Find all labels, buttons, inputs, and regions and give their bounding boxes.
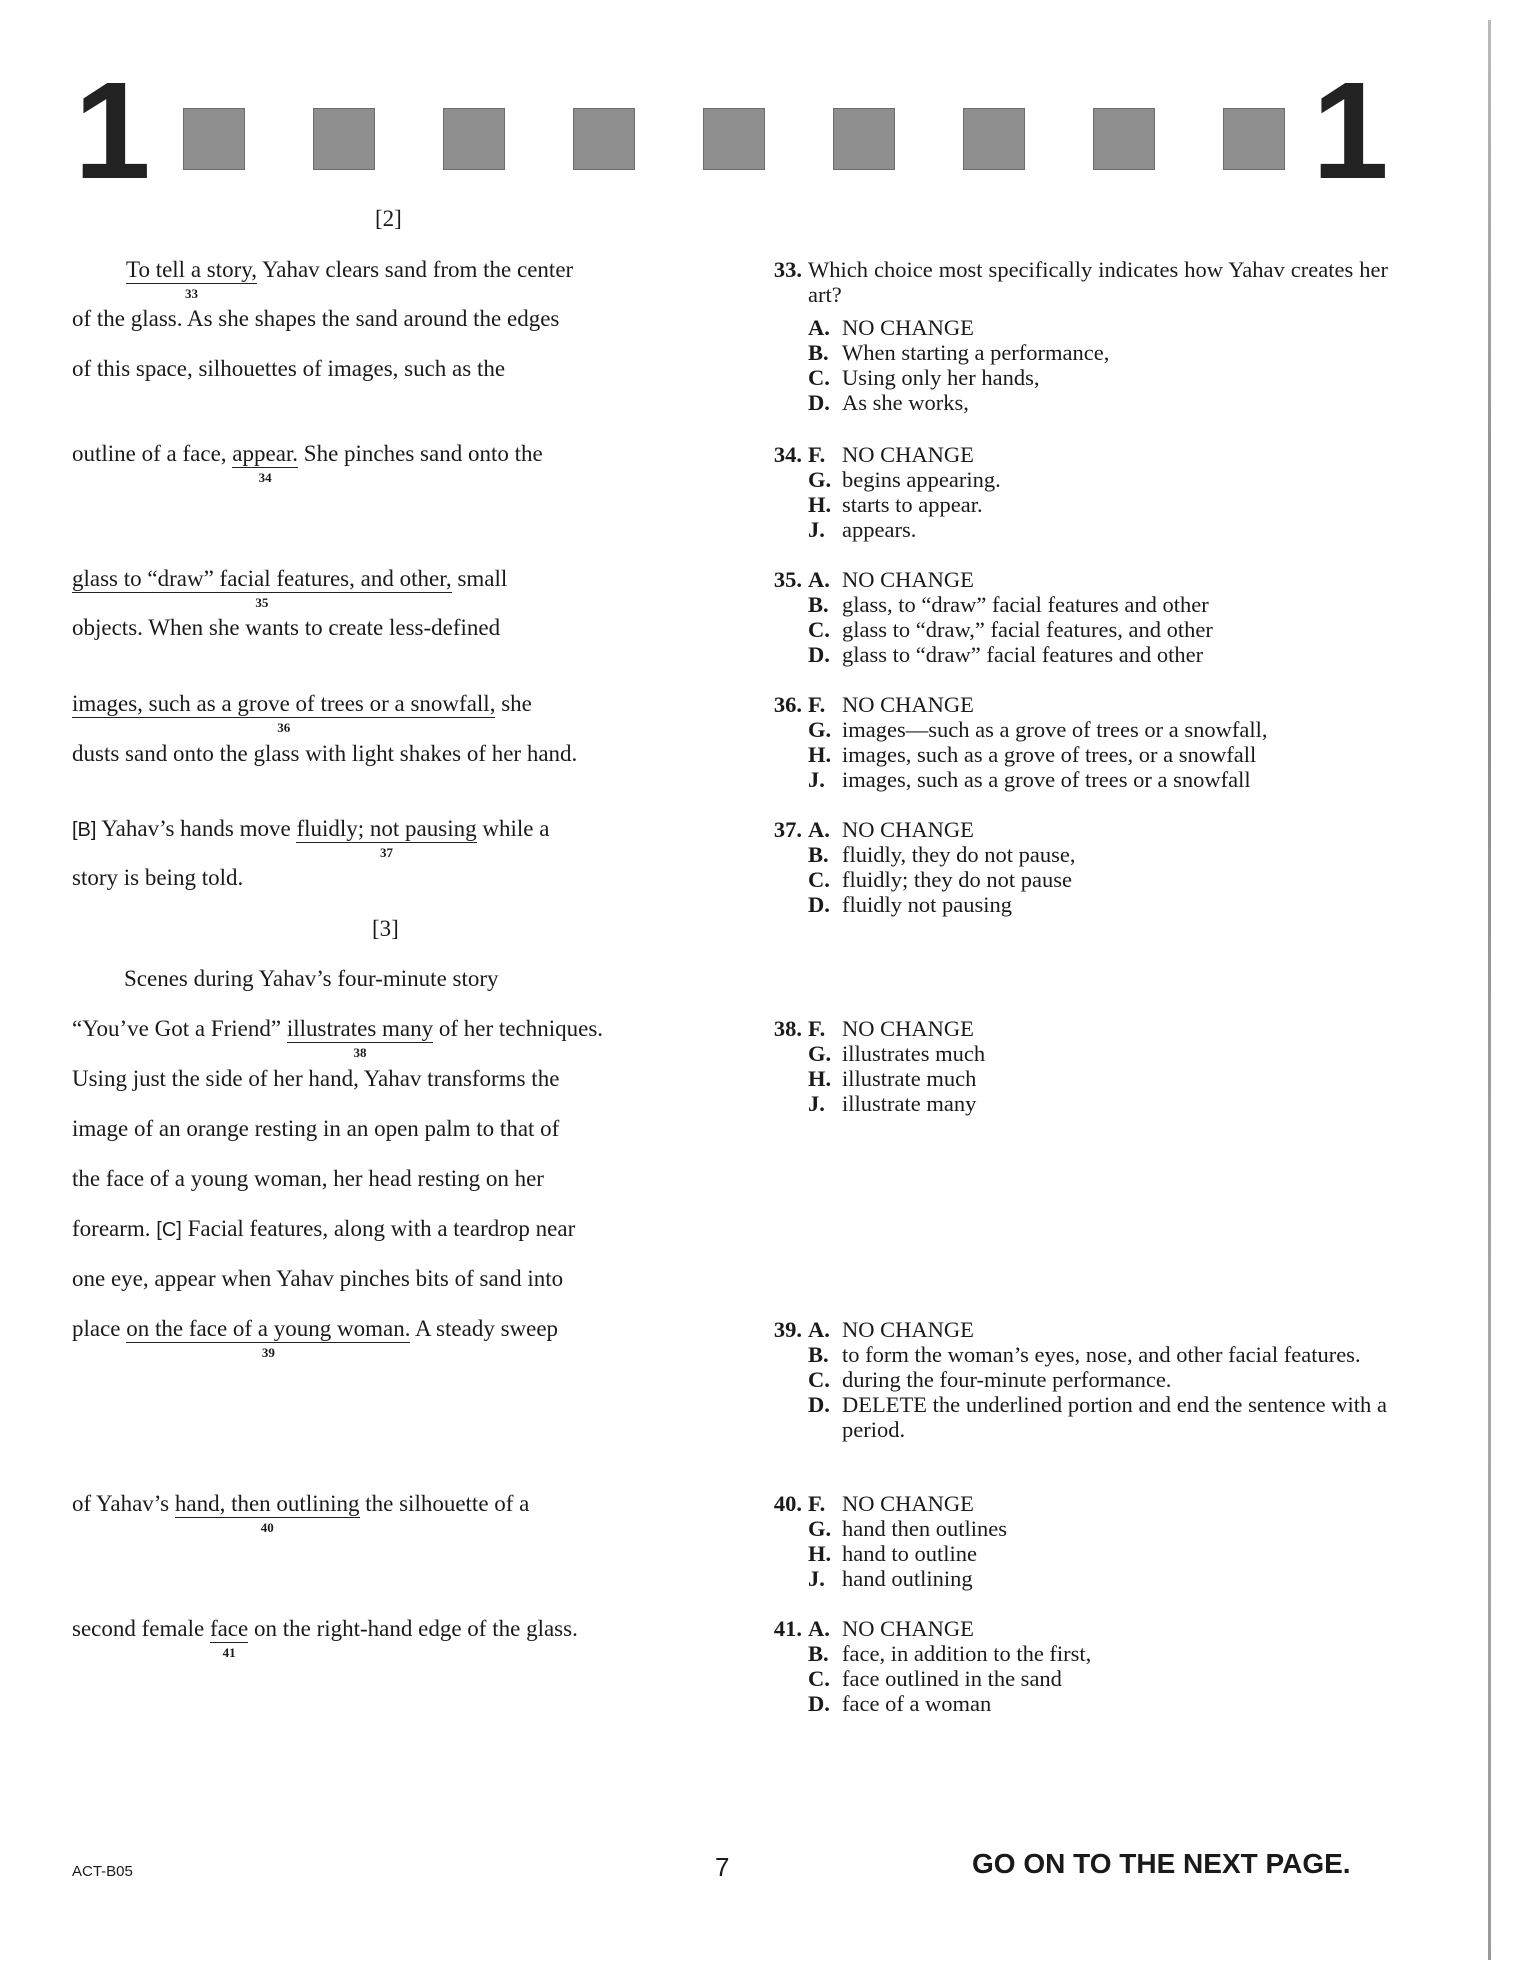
passage-line: forearm. [C] Facial features, along with a teardrop near <box>72 1216 576 1241</box>
paragraph-marker-b: [B] <box>72 819 97 841</box>
paragraph-marker-c: [C] <box>156 1219 182 1241</box>
question-36: 36. F. NO CHANGE G. images—such as a grove of trees or a snowfall, H. images, such as a grove of trees, or a snowfall J. images, such as a grove of trees or a snowfall <box>773 692 1268 792</box>
passage-line: outline of a face, appear. 34 She pinches sand onto the <box>72 441 543 485</box>
underlined-33: To tell a story, 33 <box>126 257 258 301</box>
header-square <box>833 108 895 170</box>
paragraph-number-3: [3] <box>372 916 399 941</box>
header-square <box>313 108 375 170</box>
header-square <box>183 108 245 170</box>
underlined-40: hand, then outlining 40 <box>174 1491 360 1535</box>
paragraph-number-2: [2] <box>375 206 402 231</box>
passage-line: story is being told. <box>72 865 244 890</box>
passage-line: [B] Yahav’s hands move fluidly; not pausing 37 while a <box>72 816 550 860</box>
header-square <box>703 108 765 170</box>
underlined-38: illustrates many 38 <box>286 1016 434 1060</box>
header-square <box>1093 108 1155 170</box>
question-35: 35. A. NO CHANGE B. glass, to “draw” facial features and other C. glass to “draw,” facial features, and other D. glass to “draw” facial features and other <box>773 567 1213 667</box>
passage-line: second female face 41 on the right-hand edge of the glass. <box>72 1616 578 1660</box>
section-number-left: 1 <box>74 54 151 208</box>
question-40: 40. F. NO CHANGE G. hand then outlines H. hand to outline J. hand outlining <box>773 1491 1007 1591</box>
underlined-39: on the face of a young woman. 39 <box>126 1316 411 1360</box>
section-number-right: 1 <box>1312 54 1389 208</box>
passage-line: one eye, appear when Yahav pinches bits of sand into <box>72 1266 564 1291</box>
underlined-41: face 41 <box>209 1616 249 1660</box>
page-number: 7 <box>715 1852 730 1882</box>
underlined-37: fluidly; not pausing 37 <box>296 816 477 860</box>
question-37: 37. A. NO CHANGE B. fluidly, they do not pause, C. fluidly; they do not pause D. fluidly not pausing <box>773 817 1076 917</box>
passage-line: Using just the side of her hand, Yahav transforms the <box>72 1066 560 1091</box>
passage-line: of the glass. As she shapes the sand around the edges <box>72 306 560 331</box>
passage-line: images, such as a grove of trees or a snowfall, 36 she <box>72 691 532 735</box>
passage-line: To tell a story, 33 Yahav clears sand from the center <box>126 257 574 301</box>
underlined-35: glass to “draw” facial features, and other, 35 <box>72 566 452 610</box>
header-square <box>1223 108 1285 170</box>
passage-line: “You’ve Got a Friend” illustrates many 38 of her techniques. <box>72 1016 604 1060</box>
header-square <box>443 108 505 170</box>
question-38: 38. F. NO CHANGE G. illustrates much H. illustrate much J. illustrate many <box>773 1016 986 1116</box>
passage-line: place on the face of a young woman. 39 A steady sweep <box>72 1316 559 1360</box>
passage-line: image of an orange resting in an open palm to that of <box>72 1116 560 1141</box>
passage-line: of Yahav’s hand, then outlining 40 the silhouette of a <box>72 1491 530 1535</box>
question-41: 41. A. NO CHANGE B. face, in addition to the first, C. face outlined in the sand D. face of a woman <box>773 1616 1092 1716</box>
passage-line: objects. When she wants to create less-defined <box>72 615 501 640</box>
passage-line: the face of a young woman, her head resting on her <box>72 1166 544 1191</box>
question-39: 39. A. NO CHANGE B. to form the woman’s eyes, nose, and other facial features. C. during the four-minute performance. D. DELETE the underlined portion and end the sentence with a period. <box>773 1317 1387 1442</box>
underlined-36: images, such as a grove of trees or a snowfall, 36 <box>72 691 496 735</box>
go-on-next-page: GO ON TO THE NEXT PAGE. <box>972 1848 1351 1879</box>
scan-edge <box>1488 20 1491 1960</box>
question-34: 34. F. NO CHANGE G. begins appearing. H. starts to appear. J. appears. <box>773 442 1001 542</box>
passage-line: Scenes during Yahav’s four-minute story <box>124 966 499 991</box>
passage-line: glass to “draw” facial features, and other, 35 small <box>72 566 508 610</box>
underlined-34: appear. 34 <box>232 441 299 485</box>
header-square <box>573 108 635 170</box>
test-code: ACT-B05 <box>72 1863 133 1880</box>
passage-line: dusts sand onto the glass with light shakes of her hand. <box>72 741 578 766</box>
header-square <box>963 108 1025 170</box>
question-33: 33. Which choice most specifically indicates how Yahav creates her art? A. NO CHANGE B. When starting a performance, C. Using only her hands, D. As she works, <box>773 257 1388 415</box>
passage-line: of this space, silhouettes of images, such as the <box>72 356 506 381</box>
